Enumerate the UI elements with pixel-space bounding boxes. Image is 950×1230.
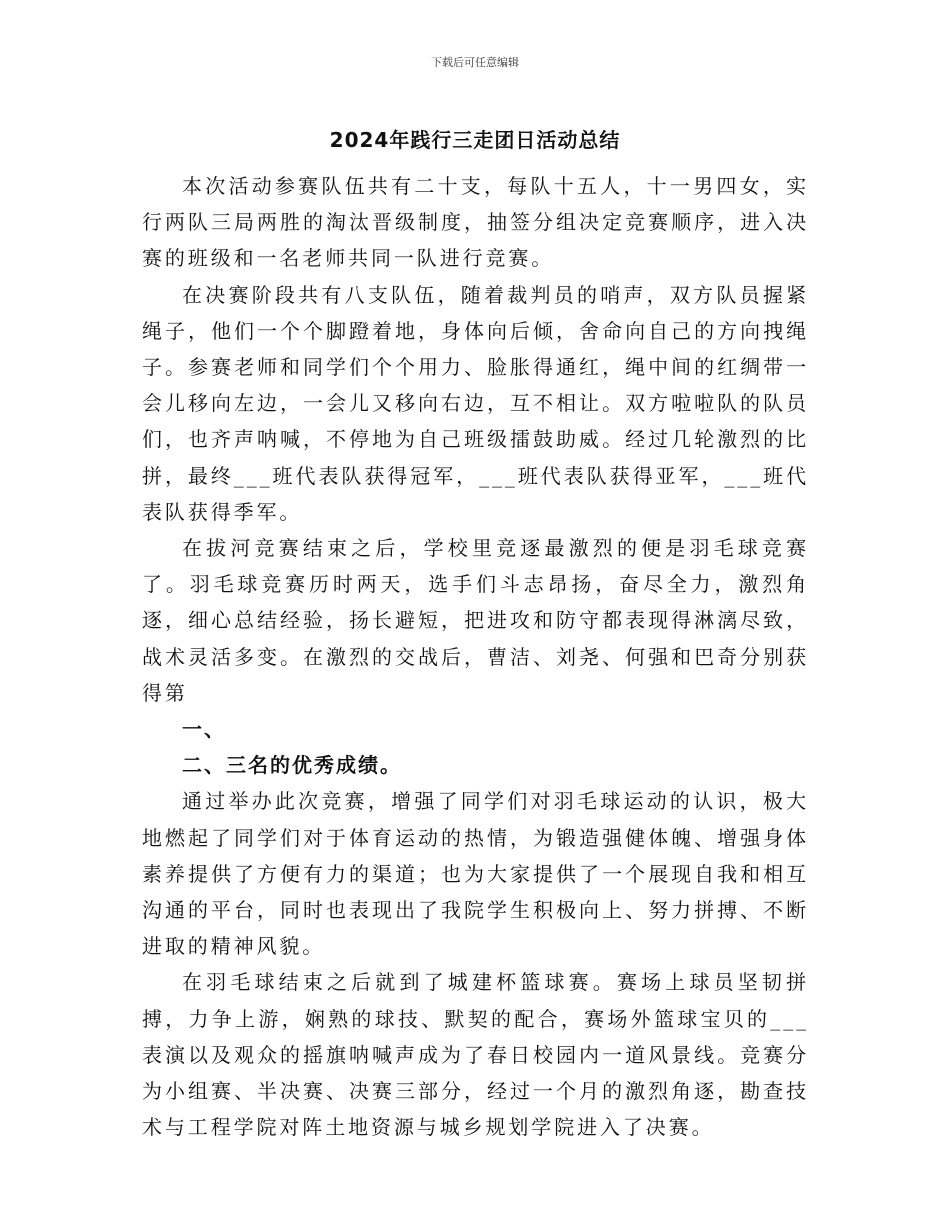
document-title: 2024年践行三走团日活动总结	[329, 128, 621, 152]
heading-second-third: 二、三名的优秀成绩。	[182, 753, 402, 778]
page-header-note: 下载后可任意编辑	[431, 56, 519, 69]
document-body	[142, 168, 809, 1145]
paragraph-basketball: 在羽毛球结束之后就到了城建杯篮球赛。赛场上球员坚韧拼搏，力争上游，娴熟的球技、默契的配合，赛场外篮球宝贝的___表演以及观众的摇旗呐喊声成为了春日校园内一道风景线。竞赛分为小组赛、半决赛、决赛三部分，经过一个月的激烈角逐，勘查技术与工程学院对阵土地资源与城乡规划学院进入了决赛。	[142, 970, 809, 1140]
heading-first: 一、	[182, 717, 226, 742]
paragraph-significance: 通过举办此次竞赛，增强了同学们对羽毛球运动的认识，极大地燃起了同学们对于体育运动的热情，为锻造强健体魄、增强身体素养提供了方便有力的渠道；也为大家提供了一个展现自我和相互沟通的平台，同时也表现出了我院学生积极向上、努力拼搏、不断进取的精神风貌。	[142, 789, 809, 959]
paragraph-badminton: 在拔河竞赛结束之后，学校里竞逐最激烈的便是羽毛球竞赛了。羽毛球竞赛历时两天，选手们斗志昂扬，奋尽全力，激烈角逐，细心总结经验，扬长避短，把进攻和防守都表现得淋漓尽致，战术灵活多变。在激烈的交战后，曹洁、刘尧、何强和巴奇分别获得第	[142, 536, 809, 705]
paragraph-teams: 本次活动参赛队伍共有二十支，每队十五人，十一男四女，实行两队三局两胜的淘汰晋级制度，抽签分组决定竞赛顺序，进入决赛的班级和一名老师共同一队进行竞赛。	[142, 174, 809, 271]
paragraph-tug-of-war-final: 在决赛阶段共有八支队伍，随着裁判员的哨声，双方队员握紧绳子，他们一个个脚蹬着地，身体向后倾，舍命向自己的方向拽绳子。参赛老师和同学们个个用力、脸胀得通红，绳中间的红绸带一会儿移向左边，一会儿又移向右边，互不相让。双方啦啦队的队员们，也齐声呐喊，不停地为自己班级擂鼓助威。经过几轮激烈的比拼，最终___班代表队获得冠军，___班代表队获得亚军，___班代表队获得季军。	[142, 282, 809, 524]
